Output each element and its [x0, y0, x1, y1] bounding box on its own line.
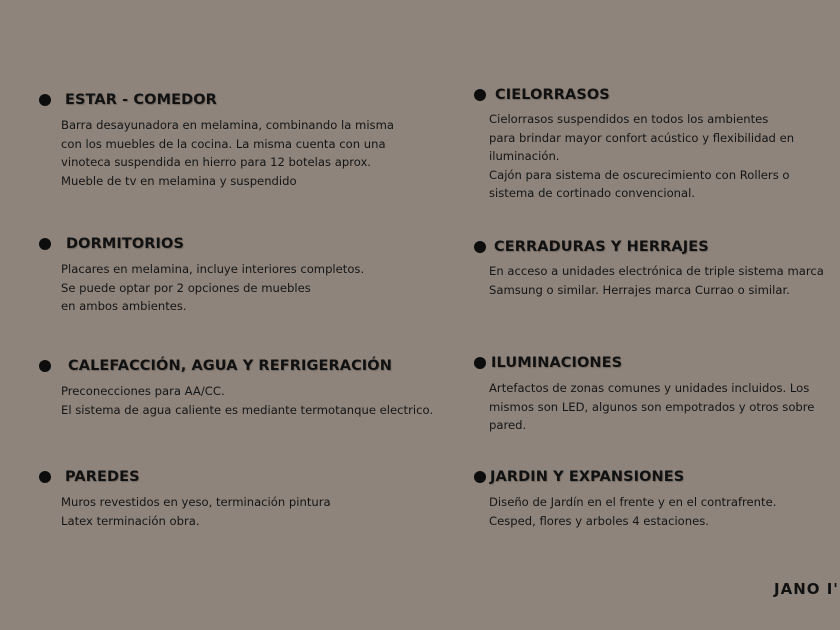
section-description [489, 493, 776, 530]
bullet-icon [39, 360, 51, 372]
description-line: Artefactos de zonas comunes y unidades incluidos. Los [489, 381, 810, 395]
description-line: en ambos ambientes. [61, 299, 187, 313]
bullet-icon [39, 471, 51, 483]
bullet-icon [474, 241, 486, 253]
description-line: sistema de cortinado convencional. [489, 186, 696, 200]
section-description [61, 260, 364, 316]
description-line: vinoteca suspendida en hierro para 12 botelas aprox. [61, 155, 371, 169]
section-title: CERRADURAS Y HERRAJES [494, 239, 709, 255]
bullet-icon [39, 94, 51, 106]
section-description [61, 382, 433, 419]
description-line: Barra desayunadora en melamina, combinando la misma [61, 118, 394, 132]
description-line: Mueble de tv en melamina y suspendido [61, 173, 297, 188]
description-line: mismos son LED, algunos son empotrados y otros sobre [489, 399, 815, 414]
section-title: JARDIN Y EXPANSIONES [490, 469, 685, 485]
description-line: pared. [489, 418, 527, 432]
section-title: ESTAR - COMEDOR [65, 92, 217, 108]
description-line: Cesped, flores y arboles 4 estaciones. [489, 513, 709, 528]
section-title: PAREDES [65, 469, 140, 485]
bullet-icon [474, 89, 486, 101]
description-line: Diseño de Jardín en el frente y en el contrafrente. [489, 495, 777, 509]
description-line: El sistema de agua caliente es mediante termotanque electrico. [61, 402, 434, 417]
section-description [489, 379, 814, 435]
description-line: Preconecciones para AA/CC. [61, 384, 225, 398]
description-line: con los muebles de la cocina. La misma cuenta con una [61, 136, 386, 151]
bullet-icon [474, 357, 486, 369]
description-line: Se puede optar por 2 opciones de muebles [61, 280, 311, 295]
description-line: Muros revestidos en yeso, terminación pintura [61, 495, 331, 509]
section-title: DORMITORIOS [66, 236, 184, 252]
section-description [61, 493, 331, 530]
section-description [61, 116, 394, 190]
section-description [489, 262, 824, 299]
brand-label: JANO I' [774, 580, 839, 598]
description-line: Cajón para sistema de oscurecimiento con Rollers o [489, 167, 790, 182]
description-line: Latex terminación obra. [61, 513, 200, 528]
section-description [489, 110, 794, 203]
section-title: CIELORRASOS [495, 87, 610, 103]
description-line: En acceso a unidades electrónica de triple sistema marca [489, 264, 824, 278]
bullet-icon [474, 471, 486, 483]
description-line: iluminación. [489, 149, 560, 163]
section-title: CALEFACCIÓN, AGUA Y REFRIGERACIÓN [68, 358, 392, 374]
description-line: para brindar mayor confort acústico y flexibilidad en [489, 130, 795, 145]
section-title: ILUMINACIONES [491, 355, 623, 371]
bullet-icon [39, 238, 51, 250]
description-line: Placares en melamina, incluye interiores completos. [61, 262, 365, 276]
description-line: Samsung o similar. Herrajes marca Currao o similar. [489, 282, 790, 297]
description-line: Cielorrasos suspendidos en todos los ambientes [489, 112, 769, 126]
